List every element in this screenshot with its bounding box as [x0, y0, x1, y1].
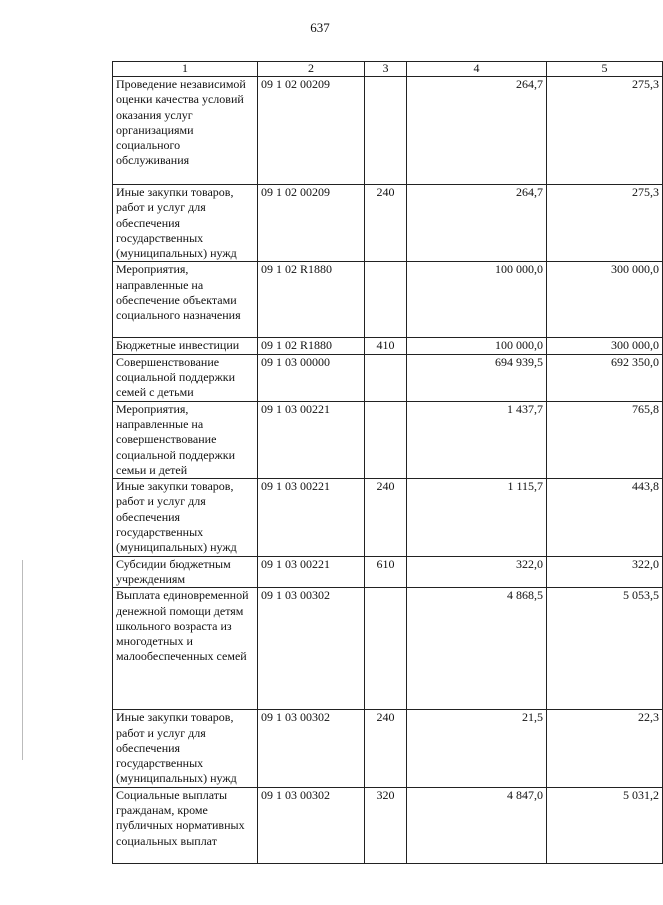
row-name: Мероприятия, направленные на совершенствование социальной поддержки семьи и детей: [113, 401, 258, 478]
table-row: [113, 787, 663, 863]
row-kind: 320: [365, 787, 407, 863]
row-name: Выплата единовременной денежной помощи детям школьного возраста из многодетных и малообеспеченных семей: [113, 588, 258, 710]
row-kind: [365, 588, 407, 710]
budget-table: [112, 61, 663, 864]
table-row: [113, 479, 663, 556]
row-code: 09 1 03 00221: [258, 401, 365, 478]
row-value-5: 692 350,0: [547, 354, 663, 401]
row-name: Иные закупки товаров, работ и услуг для обеспечения государственных (муниципальных) нужд: [113, 185, 258, 262]
table-row: [113, 185, 663, 262]
row-kind: [365, 262, 407, 338]
row-name: Проведение независимой оценки качества условий оказания услуг организациями социального обслуживания: [113, 77, 258, 185]
row-name: Совершенствование социальной поддержки семей с детьми: [113, 354, 258, 401]
column-header: 1: [113, 62, 258, 77]
table-row: [113, 77, 663, 185]
row-kind: 240: [365, 710, 407, 787]
row-value-5: 300 000,0: [547, 262, 663, 338]
row-code: 09 1 03 00302: [258, 710, 365, 787]
row-value-5: 275,3: [547, 185, 663, 262]
row-kind: [365, 401, 407, 478]
row-value-4: 694 939,5: [407, 354, 547, 401]
row-kind: [365, 77, 407, 185]
column-header: 2: [258, 62, 365, 77]
row-value-4: 322,0: [407, 556, 547, 588]
row-value-4: 4 847,0: [407, 787, 547, 863]
row-kind: 240: [365, 479, 407, 556]
row-value-4: 1 115,7: [407, 479, 547, 556]
row-value-4: 100 000,0: [407, 262, 547, 338]
row-code: 09 1 02 00209: [258, 77, 365, 185]
row-name: Мероприятия, направленные на обеспечение объектами социального назначения: [113, 262, 258, 338]
row-code: 09 1 03 00221: [258, 479, 365, 556]
column-header: 4: [407, 62, 547, 77]
table-row: [113, 262, 663, 338]
table-row: [113, 338, 663, 354]
page-number: 637: [310, 20, 330, 35]
row-code: 09 1 03 00302: [258, 588, 365, 710]
table-row: [113, 556, 663, 588]
row-code: 09 1 02 00209: [258, 185, 365, 262]
row-value-4: 100 000,0: [407, 338, 547, 354]
row-name: Бюджетные инвестиции: [113, 338, 258, 354]
row-value-4: 264,7: [407, 77, 547, 185]
row-value-4: 4 868,5: [407, 588, 547, 710]
table-row: [113, 710, 663, 787]
row-name: Социальные выплаты гражданам, кроме публичных нормативных социальных выплат: [113, 787, 258, 863]
scan-edge-mark: [22, 560, 23, 760]
row-value-5: 5 031,2: [547, 787, 663, 863]
row-value-5: 275,3: [547, 77, 663, 185]
row-value-4: 264,7: [407, 185, 547, 262]
row-code: 09 1 02 R1880: [258, 338, 365, 354]
row-value-4: 1 437,7: [407, 401, 547, 478]
row-value-5: 765,8: [547, 401, 663, 478]
row-value-5: 22,3: [547, 710, 663, 787]
row-value-5: 5 053,5: [547, 588, 663, 710]
row-kind: 240: [365, 185, 407, 262]
table-header-row: [113, 62, 663, 77]
row-code: 09 1 03 00221: [258, 556, 365, 588]
row-name: Иные закупки товаров, работ и услуг для обеспечения государственных (муниципальных) нужд: [113, 479, 258, 556]
table-row: [113, 354, 663, 401]
row-name: Иные закупки товаров, работ и услуг для обеспечения государственных (муниципальных) нужд: [113, 710, 258, 787]
row-value-4: 21,5: [407, 710, 547, 787]
row-name: Субсидии бюджетным учреждениям: [113, 556, 258, 588]
row-value-5: 322,0: [547, 556, 663, 588]
row-code: 09 1 03 00000: [258, 354, 365, 401]
table-row: [113, 401, 663, 478]
row-value-5: 300 000,0: [547, 338, 663, 354]
row-code: 09 1 02 R1880: [258, 262, 365, 338]
column-header: 5: [547, 62, 663, 77]
row-kind: 410: [365, 338, 407, 354]
table-row: [113, 588, 663, 710]
row-value-5: 443,8: [547, 479, 663, 556]
row-kind: [365, 354, 407, 401]
row-code: 09 1 03 00302: [258, 787, 365, 863]
column-header: 3: [365, 62, 407, 77]
row-kind: 610: [365, 556, 407, 588]
